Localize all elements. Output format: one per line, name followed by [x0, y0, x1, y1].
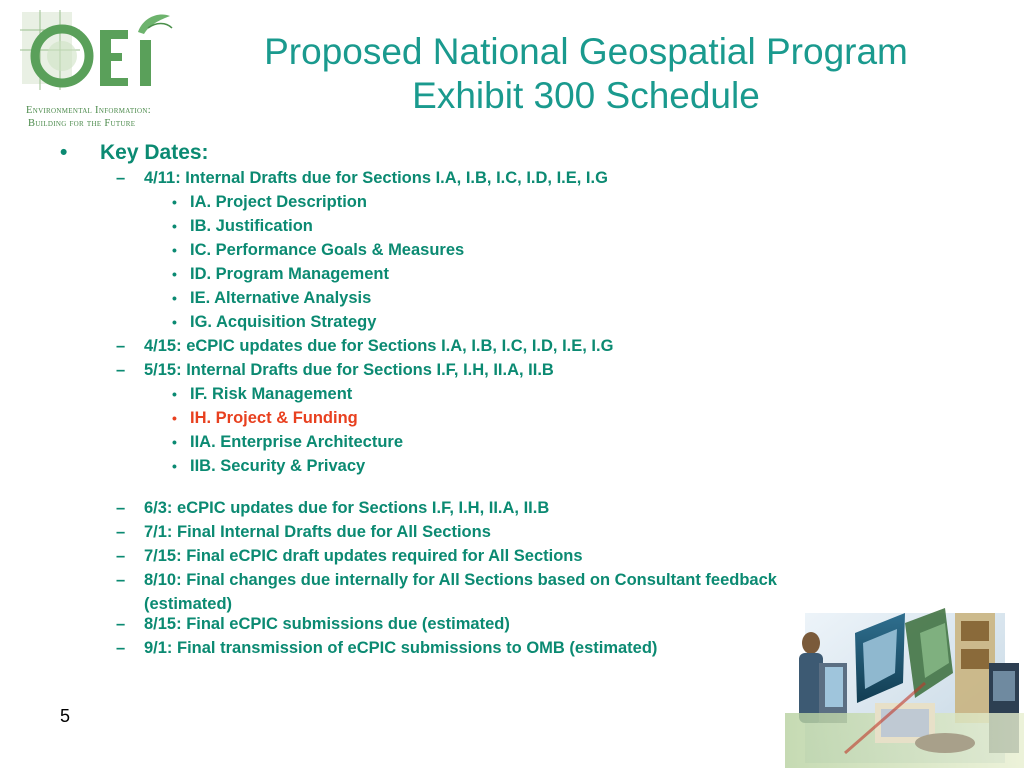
dash-marker: – — [116, 547, 126, 565]
office-collage-icon — [785, 603, 1024, 768]
section-item-text: IF. Risk Management — [190, 385, 353, 403]
schedule-date-text: 4/15: eCPIC updates due for Sections I.A, I.B, I.C, I.D, I.E, I.G — [144, 337, 614, 355]
schedule-date-text: 7/15: Final eCPIC draft updates required for All Sections — [144, 547, 583, 565]
section-item-text: IIA. Enterprise Architecture — [190, 433, 404, 451]
oei-logo — [20, 10, 180, 135]
section-item-text: IH. Project & Funding — [190, 409, 358, 427]
key-dates-label: Key Dates: — [100, 141, 209, 164]
dash-marker: – — [116, 499, 126, 517]
schedule-date-text: 7/1: Final Internal Drafts due for All Sections — [144, 523, 491, 541]
dash-marker: – — [116, 361, 126, 379]
logo-tagline-line1: Environmental Information: — [26, 105, 151, 116]
main-bullet: • — [60, 141, 68, 164]
bullet-marker: • — [172, 434, 177, 450]
bullet-marker: • — [172, 194, 177, 210]
dash-marker: – — [116, 169, 126, 187]
section-item-text: IG. Acquisition Strategy — [190, 313, 377, 331]
section-item-text: ID. Program Management — [190, 265, 389, 283]
bullet-marker: • — [172, 458, 177, 474]
bullet-marker: • — [172, 290, 177, 306]
bullet-marker: • — [172, 242, 177, 258]
schedule-date-text: 5/15: Internal Drafts due for Sections I.F, I.H, II.A, II.B — [144, 361, 554, 379]
schedule-date-text: 4/11: Internal Drafts due for Sections I.A, I.B, I.C, I.D, I.E, I.G — [144, 169, 608, 187]
section-item-text: IIB. Security & Privacy — [190, 457, 366, 475]
dash-marker: – — [116, 337, 126, 355]
continuation-text: (estimated) — [144, 595, 233, 613]
bullet-marker: • — [172, 386, 177, 402]
logo-tagline-line2: Building for the Future — [28, 118, 136, 129]
page-number: 5 — [60, 706, 71, 726]
schedule-date-text: 6/3: eCPIC updates due for Sections I.F, I.H, II.A, II.B — [144, 499, 550, 517]
slide-title — [196, 30, 976, 118]
bullet-marker: • — [172, 314, 177, 330]
dash-marker: – — [116, 639, 126, 657]
schedule-date-text: 8/10: Final changes due internally for All Sections based on Consultant feedback — [144, 571, 777, 589]
title-line2: Exhibit 300 Schedule — [412, 75, 760, 116]
bullet-marker: • — [172, 266, 177, 282]
section-item-text: IE. Alternative Analysis — [190, 289, 372, 307]
dash-marker: – — [116, 523, 126, 541]
dash-marker: – — [116, 571, 126, 589]
dash-marker: – — [116, 615, 126, 633]
schedule-date-text: 8/15: Final eCPIC submissions due (estimated) — [144, 615, 510, 633]
section-item-text: IC. Performance Goals & Measures — [190, 241, 465, 259]
office-collage-image — [785, 603, 1024, 768]
schedule-date-text: 9/1: Final transmission of eCPIC submissions to OMB (estimated) — [144, 639, 658, 657]
section-item-text: IA. Project Description — [190, 193, 367, 211]
bullet-marker: • — [172, 218, 177, 234]
title-line1: Proposed National Geospatial Program — [264, 31, 908, 72]
bullet-marker: • — [172, 410, 177, 426]
section-item-text: IB. Justification — [190, 217, 313, 235]
